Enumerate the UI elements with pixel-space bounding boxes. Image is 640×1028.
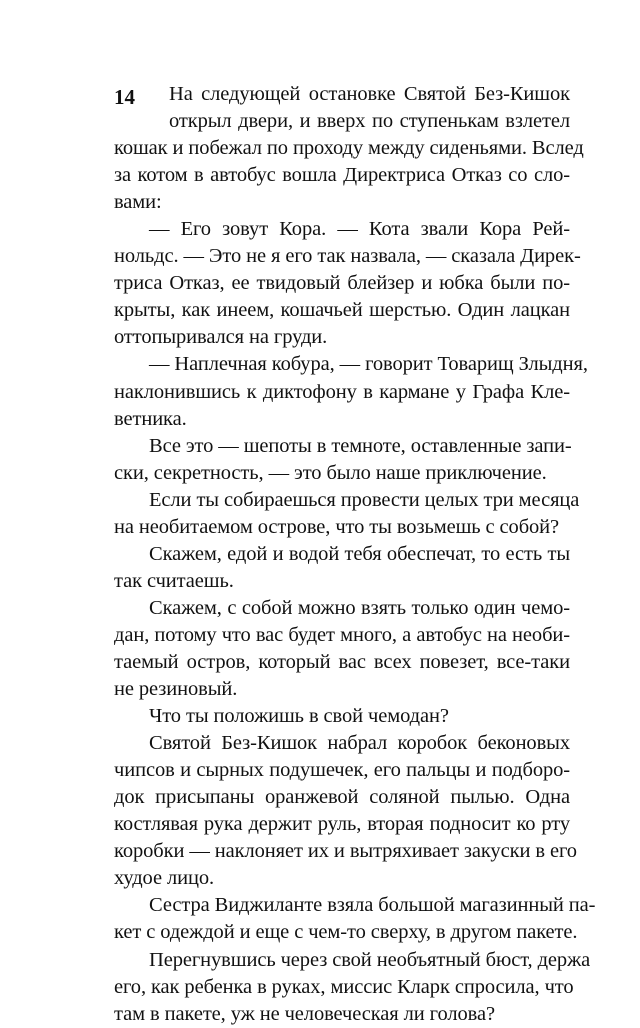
text-line: На следующей остановке Святой Без-Кишок [169, 83, 570, 105]
text-line: нольдс. — Это не я его так назвала, — сказала Дирек- [114, 245, 581, 268]
text-line: вами: [114, 191, 162, 214]
body-text [114, 81, 596, 1028]
text-line: кошак и побежал по проходу между сиденьями. Вслед [114, 137, 584, 160]
text-line: так считаешь. [114, 569, 234, 592]
text-line: Перегнувшись через свой необъятный бюст, держа [149, 948, 591, 971]
text-line: Что ты положишь в свой чемодан? [149, 705, 449, 728]
text-line: Все это — шепоты в темноте, оставленные запи- [149, 434, 572, 457]
text-line: крыты, как инеем, кошачьей шерстью. Один лацкан [114, 299, 570, 322]
text-line: док присыпаны оранжевой соляной пылью. Одна [114, 786, 570, 809]
text-line: Сестра Виджиланте взяла большой магазинный па- [149, 894, 596, 917]
text-line: триса Отказ, ее твидовый блейзер и юбка были по- [114, 272, 570, 295]
text-line: ветника. [114, 407, 187, 430]
text-line: ски, секретность, — это было наше приключение. [114, 461, 547, 484]
text-line: наклонившись к диктофону в кармане у Графа Кле- [114, 380, 570, 403]
text-line: костлявая рука держит руль, вторая подносит ко рту [114, 813, 570, 836]
text-line: Святой Без-Кишок набрал коробок беконовых [149, 732, 570, 755]
text-line: Если ты собираешься провести целых три месяца [149, 488, 580, 511]
text-line: открыл двери, и вверх по ступенькам взлетел [169, 110, 570, 133]
text-line: худое лицо. [114, 867, 215, 890]
text-line: кет с одеждой и еще с чем-то сверху, в другом пакете. [114, 921, 578, 944]
text-line: там в пакете, уж не человеческая ли голова? [114, 1002, 495, 1025]
text-line: — Наплечная кобура, — говорит Товарищ Злыдня, [149, 353, 588, 376]
text-line: оттопыривался на груди. [114, 326, 328, 349]
text-line: коробки — наклоняет их и вытряхивает закуски в его [114, 840, 577, 863]
text-line: Скажем, с собой можно взять только один чемо- [149, 596, 570, 619]
text-line: — Его зовут Кора. — Кота звали Кора Рей- [149, 218, 570, 241]
text-line: таемый остров, который вас всех повезет, все-таки [114, 650, 570, 673]
text-line: его, как ребенка в руках, миссис Кларк спросила, что [114, 975, 574, 998]
page-number: 14 [114, 85, 135, 109]
text-line: дан, потому что вас будет много, а автобус на необи- [114, 623, 570, 646]
text-line: чипсов и сырных подушечек, его пальцы и подборо- [114, 759, 570, 782]
text-line: на необитаемом острове, что ты возьмешь с собой? [114, 515, 560, 538]
text-line: не резиновый. [114, 678, 238, 701]
text-line: за котом в автобус вошла Директриса Отказ со сло- [114, 164, 570, 187]
text-line: Скажем, едой и водой тебя обеспечат, то есть ты [149, 542, 570, 565]
